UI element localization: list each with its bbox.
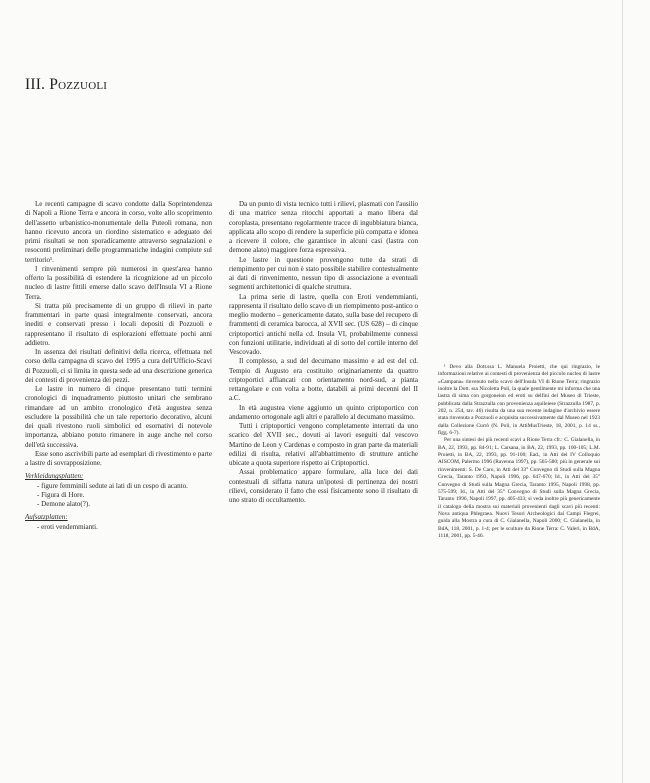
list-item: - figure femminili sedute ai lati di un cespo di acanto. [37, 481, 188, 490]
paragraph: Le recenti campagne di scavo condotte dalla Soprintendenza di Napoli a Rione Terra e ancora in corso, volte allo scoprimento dell'assetto urbanistico-monumentale della Puteoli romana, non hanno ricevuto ancora un riordino sistematico e adeguato dei primi risultati se non sporadicamente attraverso segnalazioni e resoconti preliminari delle programmatiche indagini compiute sul territorio¹. [25, 200, 212, 264]
paragraph: La prima serie di lastre, quella con Eroti vendemmianti, rappresenta il risultato dello scavo di un riempimento post-antico o meglio moderno – genericamente datato, sulla base del recupero di frammenti di ceramica barocca, al XVII sec. (US 628) – di cinque criptoportici antichi nella cd. Insula VI, probabilmente connessi con funzioni utilitarie, individuati al di sotto del cortile interno del Vescovado. [229, 292, 418, 356]
list-item: - Figura di Hore. [37, 490, 85, 499]
paragraph: Da un punto di vista tecnico tutti i rilievi, plasmati con l'ausilio di una matrice senza ritocchi apportati a mano libera dal coroplasta, presentano regolarmente tracce di ingubbiatura bianca, applicata allo scopo di rendere la superficie più compatta e idonea a ricevere il colore, che garantisce in alcuni casi (lastra con demone alato) maggiore forza espressiva. [229, 200, 418, 255]
middle-column [229, 200, 418, 505]
paragraph: Esse sono ascrivibili parte ad esemplari di rivestimento e parte a lastre di sovrapposizione. [25, 449, 212, 467]
paragraph: In età augustea viene aggiunto un quinto criptoportico con andamento ortogonale agli altri e parallelo al decumano massimo. [229, 403, 418, 421]
page-title [25, 76, 107, 94]
verkleidung-label: Verkleidungsplatten: [25, 472, 84, 481]
scan-edge-line [622, 0, 623, 783]
paragraph: Il complesso, a sud del decumano massimo e ad est del cd. Tempio di Augusto era costituito originariamente da quattro criptoportici affiancati con orientamento nord-sud, a pianta rettangolare e con volta a botte, databili ai primi decenni del II a.C. [229, 357, 418, 403]
paragraph: Le lastre in numero di cinque presentano tutti termini cronologici di inquadramento piuttosto unitari che sembrano rimandare ad un ambito cronologico d'età augustea senza escludere la possibilità che un tale repertorio decorativo, alcuni dei quali rivestono ruoli simbolici ed esornativi di notevole importanza, abbiano potuto rimanere in auge anche nel corso dell'età successiva. [25, 385, 212, 449]
paragraph: I rinvenimenti sempre più numerosi in quest'area hanno offerto la possibilità di estendere la ricognizione ad un piccolo nucleo di lastre fittili emerse dallo scavo dell'Insula VI a Rione Terra. [25, 264, 212, 301]
paragraph: In assenza dei risultati definitivi della ricerca, effettuata nel corso della campagna di scavo del 1995 a cura dell'Ufficio-Scavi di Pozzuoli, ci si limita in questa sede ad una descrizione generica dei contesti di provenienza dei pezzi. [25, 348, 212, 384]
footnotes-column [438, 364, 600, 540]
chapter-title: Pozzuoli [49, 76, 108, 93]
paragraph: Assai problematico appare formulare, alla luce dei dati contestuali di siffatta natura un'ipotesi di pertinenza dei nostri rilievi, considerato il fatto che essi fisicamente sono il risultato di uno strato di occultamento. [229, 468, 418, 504]
aufsatz-label: Aufsatzplatten: [25, 513, 68, 522]
paragraph: Tutti i criptoportici vengono completamente interrati da uno scarico del XVII sec., dovuti ai lavori eseguiti dal vescovo Martino de Leon y Cardenas e composto in gran parte da materiali edilizi di risulta, relativi all'abbattimento di strutture antiche ubicate a quota superiore rispetto ai Criptoportici. [229, 422, 418, 467]
paragraph: Si tratta più precisamente di un gruppo di rilievi in parte frammentari in parte quasi integralmente conservati, ancora inediti e conservati presso i locali depositi di Pozzuoli e rappresentano il risultato di esplorazioni effettuate pochi anni addietro. [25, 301, 212, 347]
paragraph: Le lastre in questione provengono tutte da strati di riempimento per cui non è stato possibile stabilire contestualmente ai dati di rinvenimento, nessun tipo di associazione a eventuali segmenti architettonici di qualche struttura. [229, 255, 418, 292]
footnote: ¹ Devo alla Dott.ssa L. Manuela Proietti, che qui ringrazio, le informazioni relative ai contesti di provenienza del piccolo nucleo di lastre «Campana» rinvenuto nello scavo dell'Insula VI di Rione Terra; ringrazio inoltre la Dott. ssa Nicoletta Poli, la quale gentilmente mi informa che una lastra di sima con gorgoneion ed eroti su delfini del Museo di Trieste, pubblicata dalla Strazzulla con provenienza aquileiese (Strazzulla 1987, p. 202, n. 254, tav. 46) risulta da una sua recente indagine d'archivio essere stata rinvenuta a Pozzuoli e acquisita successivamente dal Museo nel 1923 dalla Collezione Currò (N. Poli, in AttiMusTrieste, 18, 2001, p. 14 ss., figg. 6-7). [438, 364, 600, 437]
chapter-number: III. [25, 76, 46, 93]
footnote: Per una sintesi dei più recenti scavi a Rione Terra cfr.: C. Gialanella, in BA, 22, 1993, pp. 84-91; L. Carsana, in BA, 22, 1993, pp. 100-105; L.M. Proietti, in BA, 22, 1993, pp. 91-100; Ead., in Atti del IV Colloquio AISCOM, Palermo 1996 (Ravenna 1997), pp. 565-580; più in generale sui rinvenimenti: S. De Caro, in Atti del 33° Convegno di Studi sulla Magna Grecia, Taranto 1993, Napoli 1996, pp. 647-670; Id., in Atti del 35° Convegno di Studi sulla Magna Grecia, Taranto 1995, Napoli 1998, pp. 575-599; Id., in Atti del 35° Convegno di Studi sulla Magna Grecia, Taranto 1996, Napoli 1997, pp. 405-433; si veda inoltre più genericamente il catalogo della mostra sui materiali provenienti dagli scavi più recenti: Nova antiqua Phlegraea. Nuovi Tesori Archeologici dai Campi Flegrei, guida alla Mostra a cura di C. Gialanella, Napoli 2000; C. Gialanella, in BdA, 118, 2001, p. 1-4; per le sculture da Rione Terra: C. Valeri, in BdA, 1118, 2001, pp. 5-46. [438, 437, 600, 539]
left-column [25, 200, 212, 532]
list-item: - Demone alato(?). [37, 500, 91, 508]
list-item: - eroti vendemmianti. [37, 522, 98, 531]
